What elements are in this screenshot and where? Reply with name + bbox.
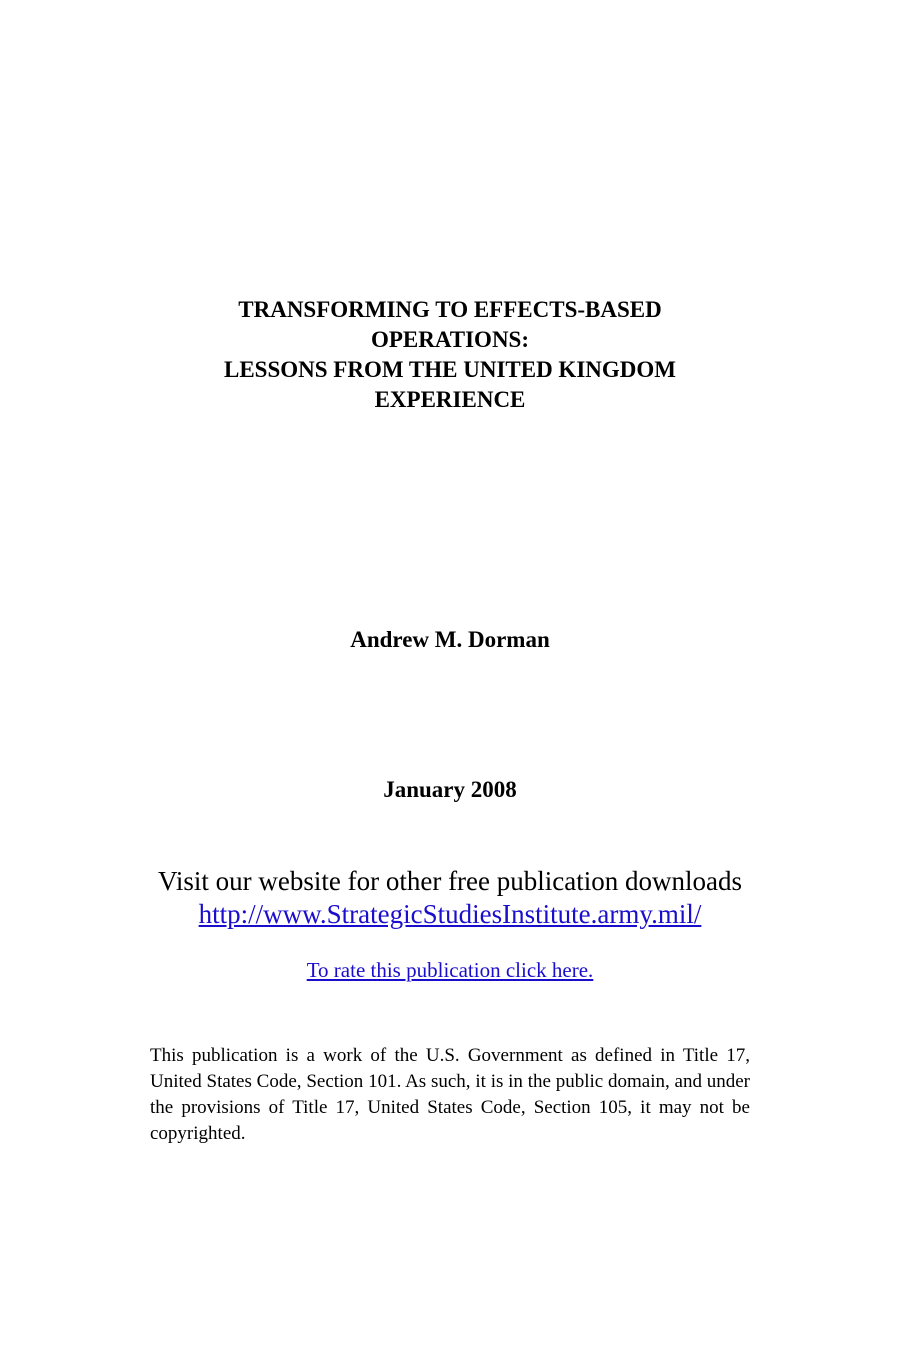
rate-publication-section	[0, 956, 900, 984]
title-line: TRANSFORMING TO EFFECTS-BASED	[238, 297, 662, 322]
title-line: EXPERIENCE	[374, 387, 526, 412]
website-visit-text: Visit our website for other free publication downloads	[158, 866, 742, 896]
title-line: LESSONS FROM THE UNITED KINGDOM	[224, 357, 676, 382]
website-section	[0, 865, 900, 931]
public-domain-notice: This publication is a work of the U.S. Government as defined in Title 17, United States Code, Section 101. As such, it is in the public domain, and under the provisions of Title 17, United States Code, Section 105, it may not be copyrighted.	[150, 1045, 750, 1144]
document-title	[0, 295, 900, 415]
author-name: Andrew M. Dorman	[350, 627, 550, 652]
rate-publication-link[interactable]: To rate this publication click here.	[306, 958, 594, 982]
title-line: OPERATIONS:	[370, 327, 530, 352]
publication-date: January 2008	[383, 777, 517, 802]
website-link[interactable]: http://www.StrategicStudiesInstitute.army.mil/	[198, 899, 702, 929]
